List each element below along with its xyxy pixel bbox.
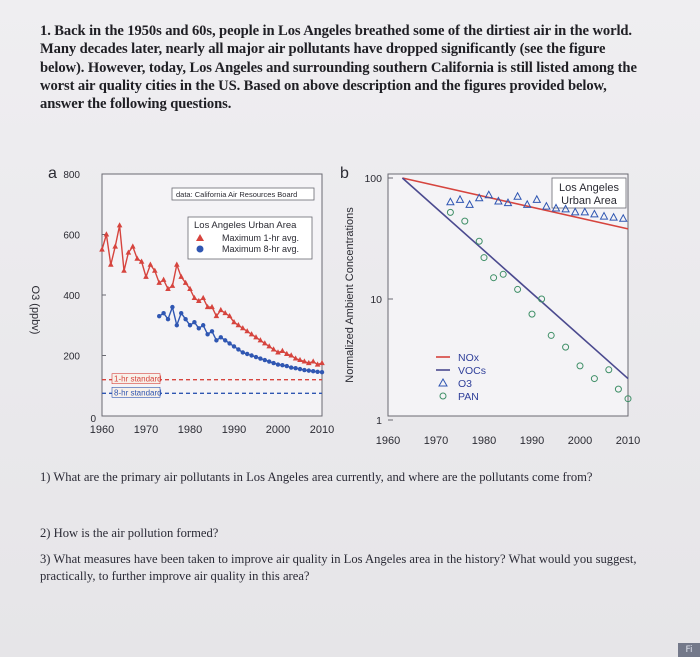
panel-a-point	[201, 323, 205, 327]
panel-b-ytick: 100	[364, 173, 382, 185]
panel-a-point	[236, 347, 240, 351]
panel-a-point	[188, 323, 192, 327]
panel-b-ylabel: Normalized Ambient Concentrations	[344, 207, 356, 383]
panel-a-point	[289, 365, 293, 369]
sub-question-2: 2) How is the air pollution formed?	[40, 526, 219, 540]
panel-a-ytick: 800	[63, 170, 80, 181]
panel-a-point	[192, 320, 196, 324]
panel-a-ytick-zero: 0	[90, 414, 96, 425]
panel-b-legend-label: O3	[458, 378, 473, 390]
panel-a-point	[280, 363, 284, 367]
panel-a-point	[298, 367, 302, 371]
panel-a-point	[223, 338, 227, 342]
panel-b-legend-title-line1: Los Angeles	[559, 182, 619, 194]
panel-a-legend-title: Los Angeles Urban Area	[194, 220, 297, 231]
panel-a-point	[179, 311, 183, 315]
panel-a-point	[170, 305, 174, 309]
panel-a-ytick: 400	[63, 291, 80, 302]
panel-b-xtick: 2010	[615, 435, 641, 447]
panel-a-point	[311, 369, 315, 373]
panel-a-point	[320, 370, 324, 374]
panel-a-point	[267, 359, 271, 363]
panel-b-xtick: 1960	[375, 435, 401, 447]
panel-a-point	[293, 366, 297, 370]
corner-badge: Fi	[678, 643, 700, 657]
panel-a-ytick: 200	[63, 351, 80, 363]
panel-b-label: b	[340, 165, 349, 182]
panel-a-point	[302, 368, 306, 372]
panel-a-legend-marker	[197, 246, 204, 253]
panel-a-standard-label: 8-hr standard	[114, 388, 162, 398]
panel-b-xtick: 1970	[423, 435, 449, 447]
panel-a-point	[219, 335, 223, 339]
panel-a-label: a	[48, 165, 57, 182]
panel-a-point	[205, 332, 209, 336]
question-prompt: 1. Back in the 1950s and 60s, people in Los Angeles breathed some of the dirtiest air in the world. Many decades later, nearly all major air pollutants have dropped significantly (see the figure below). However, today, Los Angeles and surrounding southern California is still listed among the worst air quality cities in the US. Based on above description and the figures provided below, answer the following questions.	[40, 23, 637, 113]
panel-a-xtick: 1980	[177, 424, 203, 436]
panel-a-xtick: 2010	[309, 424, 335, 436]
panel-a-point	[263, 358, 267, 362]
panel-a-point	[197, 326, 201, 330]
panel-b-xtick: 1990	[519, 435, 545, 447]
panel-a-point	[175, 323, 179, 327]
panel-b-legend-label: NOx	[458, 352, 479, 364]
panel-b-legend-label: VOCs	[458, 365, 487, 377]
panel-a-point	[241, 350, 245, 354]
panel-a-source-note: data: California Air Resources Board	[176, 190, 298, 199]
panel-a-xtick: 2000	[265, 424, 291, 436]
panel-a-point	[258, 356, 262, 360]
panel-a-point	[254, 355, 258, 359]
sub-question-3: 3) What measures have been taken to improve air quality in Los Angeles area in the history? What would you suggest, practically, to further improve air quality in this area?	[40, 552, 637, 583]
panel-a-point	[227, 341, 231, 345]
panel-a-point	[210, 329, 214, 333]
panel-a-legend-label: Maximum 8-hr avg.	[222, 244, 300, 254]
panel-a-point	[285, 364, 289, 368]
panel-a-point	[157, 314, 161, 318]
panel-a-xtick: 1960	[89, 424, 115, 436]
panel-a-point	[271, 361, 275, 365]
panel-a-point	[232, 344, 236, 348]
panel-a-ylabel: O3 (ppbv)	[29, 285, 41, 335]
panel-a-point	[245, 352, 249, 356]
panel-a-point	[214, 338, 218, 342]
panel-a-point	[166, 317, 170, 321]
panel-b-ytick: 10	[370, 294, 382, 306]
chart-figure	[29, 160, 641, 455]
panel-a-point	[307, 368, 311, 372]
figure-panels	[29, 160, 641, 455]
panel-a-point	[276, 362, 280, 366]
panel-b-xtick: 1980	[471, 435, 497, 447]
panel-a-point	[183, 317, 187, 321]
panel-a-point	[315, 370, 319, 374]
sub-question-1: 1) What are the primary air pollutants in Los Angeles area currently, and where are the pollutants come from?	[40, 470, 593, 484]
panel-b-legend-title-line2: Urban Area	[561, 195, 617, 207]
panel-a-xtick: 1990	[221, 424, 247, 436]
panel-a-xtick: 1970	[133, 424, 159, 436]
panel-b-ytick: 1	[376, 415, 382, 427]
panel-b-xtick: 2000	[567, 435, 593, 447]
panel-a-legend-label: Maximum 1-hr avg.	[222, 233, 300, 243]
panel-a-ytick: 600	[63, 230, 80, 242]
panel-a-point	[161, 311, 165, 315]
panel-b-legend-label: PAN	[458, 391, 479, 403]
panel-a-point	[249, 353, 253, 357]
panel-a-standard-label: 1-hr standard	[114, 374, 162, 384]
